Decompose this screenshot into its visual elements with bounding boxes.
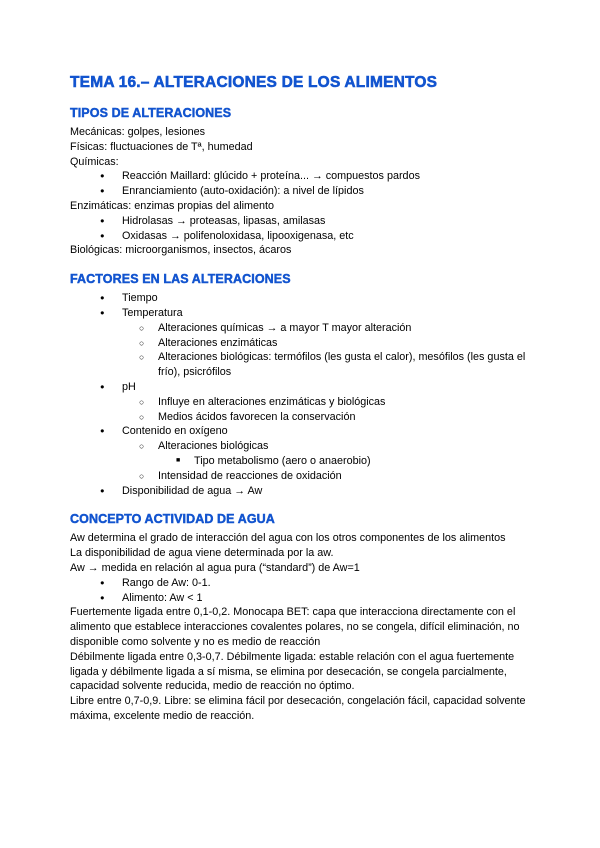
circle-bullet-icon: ○ xyxy=(139,352,145,363)
section-heading: TIPOS DE ALTERACIONES xyxy=(70,106,232,120)
list-item xyxy=(70,469,531,484)
list-item xyxy=(70,169,531,184)
list-item xyxy=(70,439,531,454)
list-item-text: Tiempo xyxy=(122,292,158,305)
list-item xyxy=(70,350,531,380)
list-item-text: Temperatura xyxy=(122,306,183,319)
list-item-text: Alteraciones químicas → a mayor T mayor alteración xyxy=(158,321,412,334)
list-item-text: Medios ácidos favorecen la conservación xyxy=(158,410,356,423)
list-item xyxy=(70,424,531,439)
disc-bullet-icon: ● xyxy=(100,577,105,587)
paragraph: Fuertemente ligada entre 0,1-0,2. Monocapa BET: capa que interacciona directamente con el alimento que establece interacciones covalentes polares, no se congela, difícil eliminación, no disponible como solvente y no es medio de reacción xyxy=(70,606,520,648)
circle-bullet-icon: ○ xyxy=(139,441,145,452)
list-item xyxy=(70,229,531,244)
paragraph: Débilmente ligada entre 0,3-0,7. Débilmente ligada: estable relación con el agua fuertemente ligada y débilmente ligada a sí misma, se elimina por desecación, se congela parcialmente, capacidad solvente reducida, medio de reacción no óptimo. xyxy=(70,650,515,693)
disc-bullet-icon: ● xyxy=(100,171,105,181)
paragraph: Aw determina el grado de interacción del agua con los otros componentes de los alimentos xyxy=(70,532,506,545)
list-item-text: Reacción Maillard: glúcido + proteína... → compuestos pardos xyxy=(122,170,420,183)
circle-bullet-icon: ○ xyxy=(139,396,145,407)
paragraph: La disponibilidad de agua viene determinada por la aw. xyxy=(70,547,334,560)
list-item-text: Rango de Aw: 0-1. xyxy=(122,576,211,589)
circle-bullet-icon: ○ xyxy=(139,337,145,348)
paragraph: Físicas: fluctuaciones de Tª, humedad xyxy=(70,140,253,153)
list-item-text: Contenido en oxígeno xyxy=(122,425,228,438)
list-item xyxy=(70,410,531,425)
list-item xyxy=(70,214,531,229)
list-item-text: pH xyxy=(122,380,136,393)
list-item xyxy=(70,576,531,591)
circle-bullet-icon: ○ xyxy=(139,411,145,422)
disc-bullet-icon: ● xyxy=(100,215,105,225)
list-item-text: Tipo metabolismo (aero o anaerobio) xyxy=(194,454,371,467)
disc-bullet-icon: ● xyxy=(100,592,105,602)
list-item-text: Hidrolasas → proteasas, lipasas, amilasas xyxy=(122,214,326,227)
list-item-text: Influye en alteraciones enzimáticas y biológicas xyxy=(158,395,386,408)
list-item xyxy=(70,380,531,395)
list-item-text: Alimento: Aw < 1 xyxy=(122,591,203,604)
section-heading: CONCEPTO ACTIVIDAD DE AGUA xyxy=(70,512,275,527)
circle-bullet-icon: ○ xyxy=(139,322,145,333)
paragraph: Aw → medida en relación al agua pura (“standard”) de Aw=1 xyxy=(70,561,360,574)
disc-bullet-icon: ● xyxy=(100,293,105,303)
circle-bullet-icon: ○ xyxy=(139,470,145,481)
list-item-text: Enranciamiento (auto-oxidación): a nivel de lípidos xyxy=(122,185,364,198)
document-title: TEMA 16.– ALTERACIONES DE LOS ALIMENTOS xyxy=(70,74,438,91)
disc-bullet-icon: ● xyxy=(100,230,105,240)
list-item xyxy=(70,184,531,199)
list-item xyxy=(70,336,531,351)
list-item xyxy=(70,484,531,499)
list-item xyxy=(70,291,531,306)
list-item xyxy=(70,454,531,469)
paragraph: Mecánicas: golpes, lesiones xyxy=(70,126,206,138)
paragraph: Enzimáticas: enzimas propias del alimento xyxy=(70,199,275,212)
list-item-text: Oxidasas → polifenoloxidasa, lipooxigenasa, etc xyxy=(122,229,354,242)
list-item xyxy=(70,591,531,606)
square-bullet-icon: ■ xyxy=(176,456,181,464)
list-item-text: Alteraciones biológicas xyxy=(158,440,269,453)
list-item-text: Alteraciones biológicas: termófilos (les gusta el calor), mesófilos (les gusta el frío), psicrófilos xyxy=(158,351,526,379)
disc-bullet-icon: ● xyxy=(100,186,105,196)
disc-bullet-icon: ● xyxy=(100,485,105,495)
paragraph: Químicas: xyxy=(70,155,119,168)
section-heading: FACTORES EN LAS ALTERACIONES xyxy=(70,272,291,287)
disc-bullet-icon: ● xyxy=(100,307,105,317)
list-item xyxy=(70,395,531,410)
list-item xyxy=(70,321,531,336)
disc-bullet-icon: ● xyxy=(100,381,105,391)
list-item-text: Intensidad de reacciones de oxidación xyxy=(158,469,342,482)
paragraph: Biológicas: microorganismos, insectos, ácaros xyxy=(70,244,292,257)
document-body xyxy=(70,105,531,724)
paragraph: Libre entre 0,7-0,9. Libre: se elimina fácil por desecación, congelación fácil, capacidad solvente máxima, excelente medio de reacción. xyxy=(70,695,526,722)
list-item-text: Alteraciones enzimáticas xyxy=(158,336,278,349)
disc-bullet-icon: ● xyxy=(100,426,105,436)
list-item xyxy=(70,306,531,321)
list-item-text: Disponibilidad de agua → Aw xyxy=(122,484,263,497)
